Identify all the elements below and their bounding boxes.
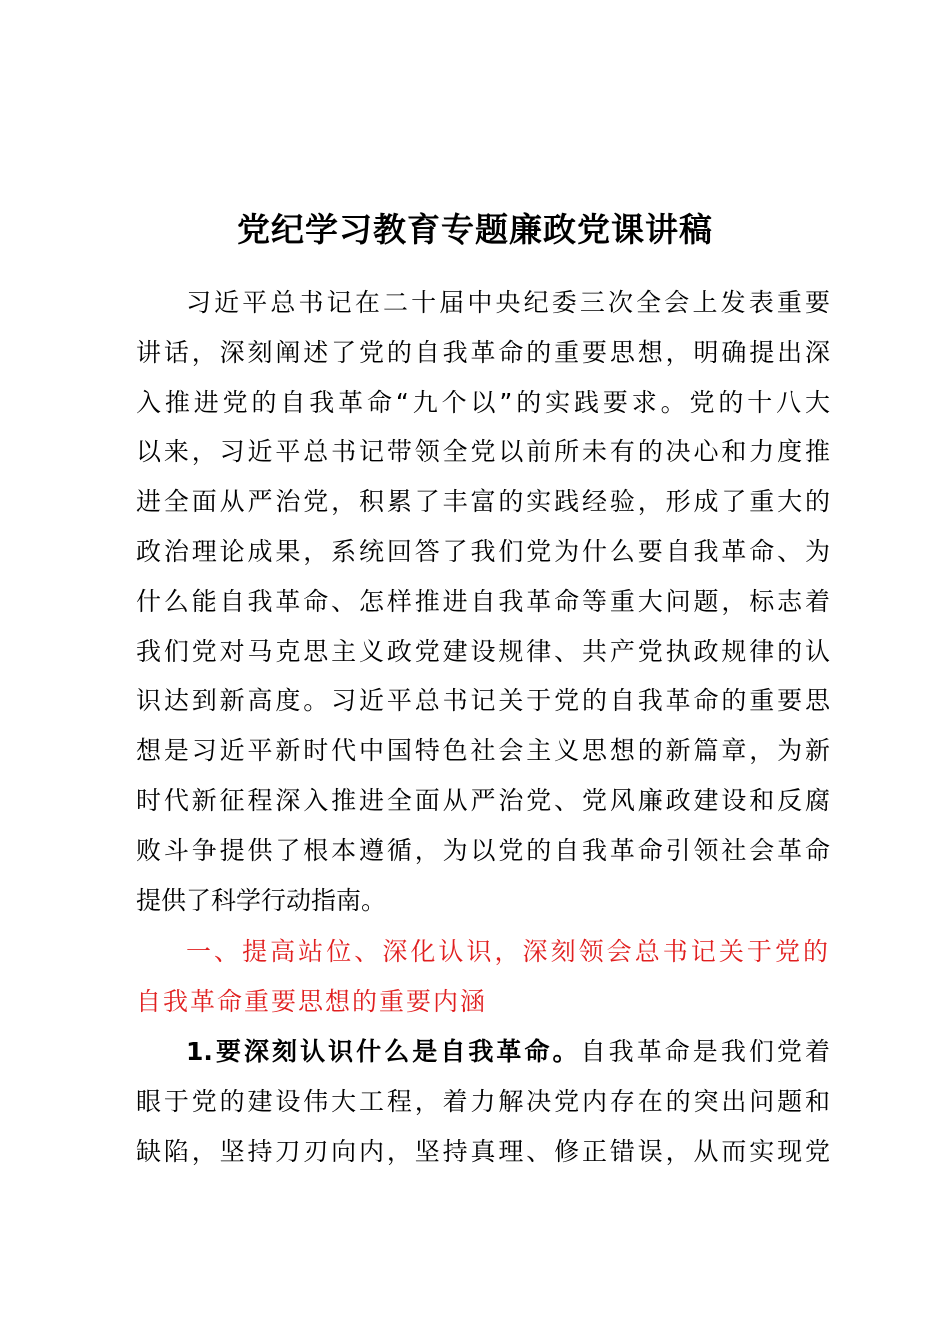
text-line: 我们党对马克思主义政党建设规律、共产党执政规律的认 bbox=[136, 636, 830, 666]
heading-line: 一、提高站位、深化认识，深刻领会总书记关于党的 bbox=[186, 937, 830, 966]
text-line: 政治理论成果，系统回答了我们党为什么要自我革命、为 bbox=[136, 537, 830, 566]
text-line: 缺陷，坚持刀刃向内，坚持真理、修正错误，从而实现党 bbox=[136, 1136, 830, 1166]
point-bold-lead: 1.要深刻认识什么是自我革命。 bbox=[186, 1037, 581, 1066]
text-line: 想是习近平新时代中国特色社会主义思想的新篇章，为新 bbox=[136, 736, 830, 766]
text-line: 入推进党的自我革命“九个以”的实践要求。党的十八大 bbox=[136, 387, 830, 417]
document-title: 党纪学习教育专题廉政党课讲稿 bbox=[237, 210, 713, 249]
text-line: 进全面从严治党，积累了丰富的实践经验，形成了重大的 bbox=[136, 487, 830, 517]
text-line: 识达到新高度。习近平总书记关于党的自我革命的重要思 bbox=[136, 686, 830, 716]
text-line: 时代新征程深入推进全面从严治党、党风廉政建设和反腐 bbox=[136, 786, 830, 815]
text-line: 提供了科学行动指南。 bbox=[136, 885, 387, 915]
text-line: 眼于党的建设伟大工程，着力解决党内存在的突出问题和 bbox=[136, 1087, 830, 1116]
text-line: 讲话，深刻阐述了党的自我革命的重要思想，明确提出深 bbox=[136, 337, 830, 367]
text-line: 以来，习近平总书记带领全党以前所未有的决心和力度推 bbox=[136, 437, 830, 467]
point-first-line-rest: 自我革命是我们党着 bbox=[580, 1037, 830, 1066]
heading-line: 自我革命重要思想的重要内涵 bbox=[136, 986, 488, 1016]
point-first-line bbox=[186, 1032, 830, 1072]
text-line: 败斗争提供了根本遵循，为以党的自我革命引领社会革命 bbox=[136, 835, 830, 865]
text-line: 什么能自我革命、怎样推进自我革命等重大问题，标志着 bbox=[136, 586, 830, 616]
text-line: 习近平总书记在二十届中央纪委三次全会上发表重要 bbox=[186, 288, 830, 317]
